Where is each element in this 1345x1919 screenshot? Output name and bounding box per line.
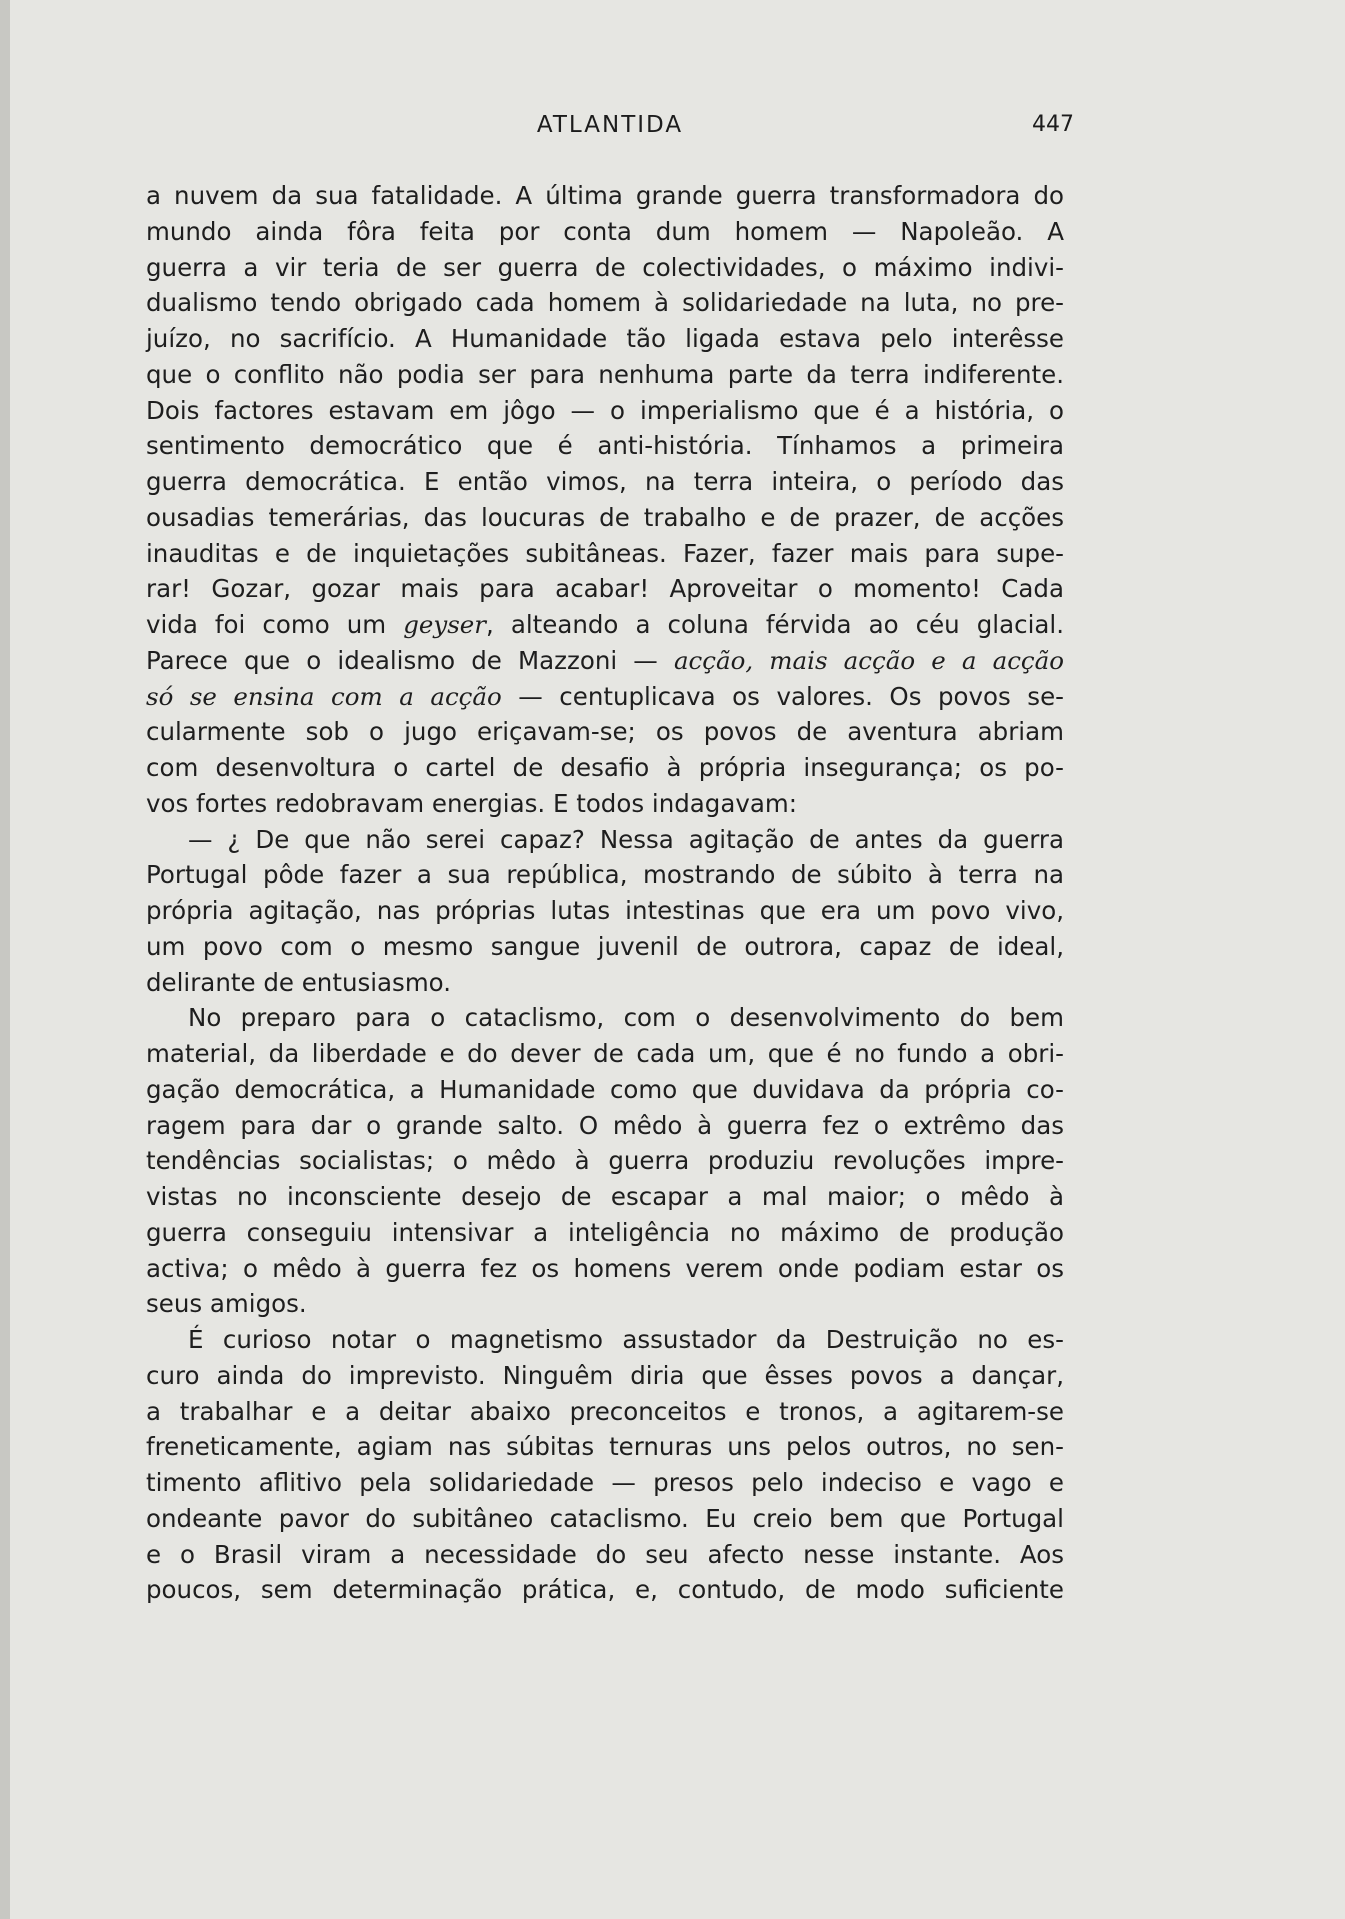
page-header [146,112,1074,148]
paragraph [146,1000,1064,1322]
running-title: ATLANTIDA [536,112,684,138]
text-line: guerra democrática. E então vimos, na terra inteira, o período das [146,467,1064,496]
text-line: cularmente sob o jugo eriçavam-se; os povos de aventura abriam [146,717,1064,747]
paragraph [146,822,1064,1001]
page-spine-shadow [0,0,10,1919]
italic-phrase: acção, mais acção e a acção [673,645,1064,675]
text-line: com desenvoltura o cartel de desafio à própria insegurança; os po- [146,753,1064,782]
text-line: a trabalhar e a deitar abaixo preconceitos e tronos, a agitarem-se [146,1396,1064,1426]
text-line: curo ainda do imprevisto. Ninguêm diria que êsses povos a dançar, [146,1360,1064,1390]
text-line: e o Brasil viram a necessidade do seu afecto nesse instante. Aos [146,1539,1064,1569]
text-line: sentimento democrático que é anti-história. Tínhamos a primeira [146,431,1064,461]
text-line: ondeante pavor do subitâneo cataclismo. Eu creio bem que Portugal [146,1503,1064,1533]
text-line: que o conflito não podia ser para nenhuma parte da terra indiferente. [146,359,1064,389]
text-line: juízo, no sacrifício. A Humanidade tão ligada estava pelo interêsse [146,324,1064,353]
text-line: inauditas e de inquietações subitâneas. Fazer, fazer mais para supe- [146,538,1064,568]
text-line: tendências socialistas; o mêdo à guerra produziu revoluções impre- [146,1146,1064,1176]
text-line: a nuvem da sua fatalidade. A última grande guerra transformadora do [146,181,1064,210]
text-line-segment: Parece que o idealismo de Mazzoni — [146,645,674,675]
text-line: material, da liberdade e do dever de cada um, que é no fundo a obri- [146,1039,1064,1068]
text-line [146,607,1064,643]
italic-phrase: só se ensina com a acção [146,681,502,711]
text-line: vistas no inconsciente desejo de escapar a mal maior; o mêdo à [146,1182,1064,1211]
text-line: seus amigos. [146,1289,307,1319]
text-line: Dois factores estavam em jôgo — o imperialismo que é a história, o [146,395,1064,425]
text-line: guerra a vir teria de ser guerra de colectividades, o máximo indivi- [146,252,1064,282]
text-line: No preparo para o cataclismo, com o desenvolvimento do bem [188,1003,1064,1033]
text-line: um povo com o mesmo sangue juvenil de outrora, capaz de ideal, [146,931,1064,961]
text-line [146,679,1064,715]
text-line: guerra conseguiu intensivar a inteligência no máximo de produção [146,1217,1064,1247]
text-line-segment: — centuplicava os valores. Os povos se- [501,681,1064,711]
text-line: vos fortes redobravam energias. E todos indagavam: [146,788,797,818]
text-line: delirante de entusiasmo. [146,967,452,997]
text-line: É curioso notar o magnetismo assustador da Destruição no es- [188,1325,1064,1354]
body-text [146,178,1064,1608]
text-line: ousadias temerárias, das loucuras de trabalho e de prazer, de acções [146,502,1064,532]
text-line-segment: , alteando a coluna férvida ao céu glacial. [486,610,1064,639]
text-line: poucos, sem determinação prática, e, contudo, de modo suficiente [146,1575,1064,1605]
text-line: Portugal pôde fazer a sua república, mostrando de súbito à terra na [146,860,1064,890]
paragraph [146,1322,1064,1608]
text-line: ragem para dar o grande salto. O mêdo à guerra fez o extrêmo das [146,1110,1064,1140]
text-line: freneticamente, agiam nas súbitas ternuras uns pelos outros, no sen- [146,1432,1064,1462]
text-line: dualismo tendo obrigado cada homem à solidariedade na luta, no pre- [146,288,1064,318]
text-line: própria agitação, nas próprias lutas intestinas que era um povo vivo, [146,896,1064,925]
text-line [146,643,1064,679]
text-line: activa; o mêdo à guerra fez os homens verem onde podiam estar os [146,1253,1064,1283]
page-number: 447 [1032,112,1074,137]
italic-phrase: geyser [403,610,486,639]
text-line-segment: vida foi como um [146,610,404,639]
text-line: timento aflitivo pela solidariedade — presos pelo indeciso e vago e [146,1468,1064,1497]
text-line: rar! Gozar, gozar mais para acabar! Aproveitar o momento! Cada [146,574,1064,604]
text-line: — ¿ De que não serei capaz? Nessa agitação de antes da guerra [188,824,1064,854]
paragraph [146,178,1064,822]
text-line: mundo ainda fôra feita por conta dum homem — Napoleão. A [146,216,1064,246]
text-line: gação democrática, a Humanidade como que duvidava da própria co- [146,1074,1064,1104]
